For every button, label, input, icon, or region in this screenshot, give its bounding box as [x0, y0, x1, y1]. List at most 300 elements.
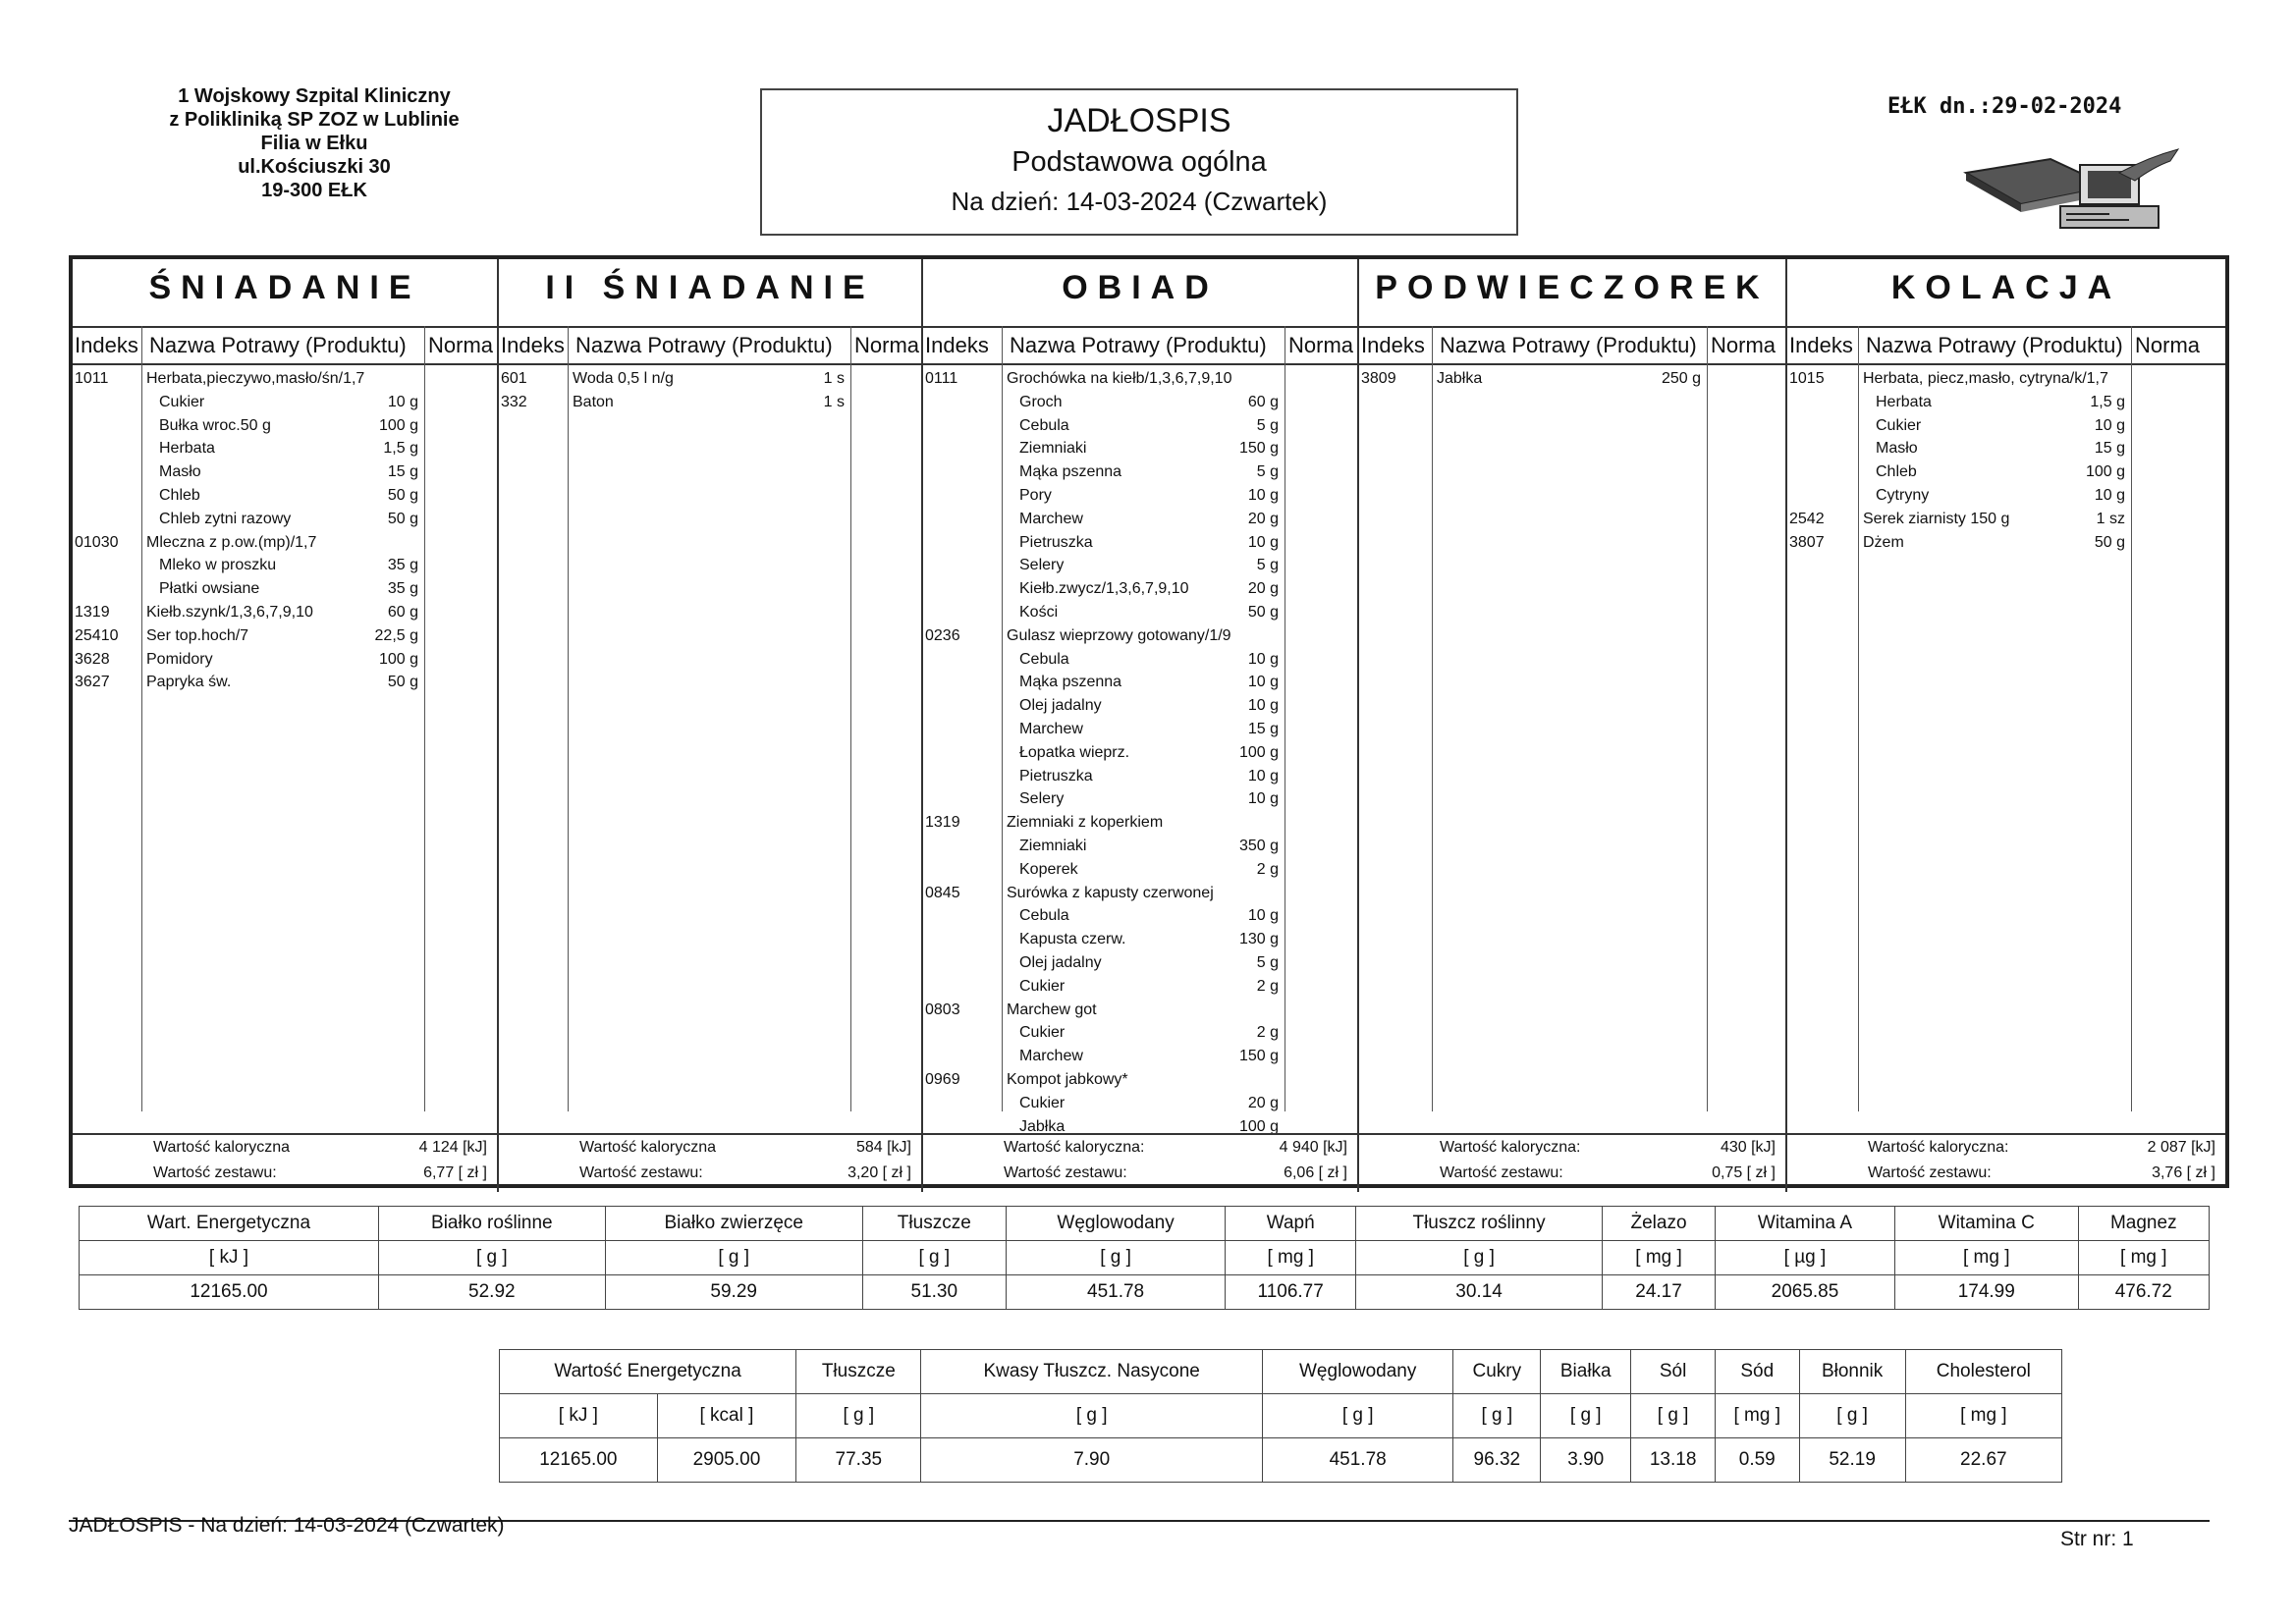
header-index: Indeks — [501, 333, 565, 357]
dish-norm: 1,5 g — [2090, 393, 2125, 410]
dish-row — [923, 951, 1359, 975]
column-headers — [499, 326, 921, 365]
summary-unit: [ g ] — [1631, 1394, 1716, 1438]
cost-value: 3,76 [ zł ] — [2152, 1164, 2215, 1181]
cost-value: 6,06 [ zł ] — [1284, 1164, 1347, 1181]
header-dish-name: Nazwa Potrawy (Produktu) — [575, 333, 833, 357]
kcal-value: 4 940 [kJ] — [1279, 1139, 1347, 1156]
nutrient-header: Białko zwierzęce — [605, 1207, 862, 1241]
totals-divider — [1787, 1133, 2225, 1135]
dish-index: 0111 — [925, 370, 958, 387]
dish-row — [1359, 367, 1787, 391]
nutrient-unit: [ mg ] — [1603, 1241, 1716, 1275]
dish-norm: 10 g — [1247, 533, 1279, 551]
meal-section — [923, 259, 1359, 1192]
meal-section — [1359, 259, 1787, 1192]
dish-name: Mąka pszenna — [1019, 463, 1122, 481]
dish-name: Kiełb.zwycz/1,3,6,7,9,10 — [1019, 580, 1189, 598]
summary-value: 96.32 — [1453, 1438, 1541, 1483]
dish-name: Pietruszka — [1019, 533, 1093, 551]
dish-name: Olej jadalny — [1019, 697, 1102, 715]
nutrient-unit: [ g ] — [1356, 1241, 1603, 1275]
dish-norm: 5 g — [1256, 416, 1279, 434]
column-divider — [1432, 326, 1433, 1111]
summary-unit: [ g ] — [921, 1394, 1263, 1438]
nutrients-table-daily — [79, 1206, 2210, 1310]
summary-value: 52.19 — [1799, 1438, 1905, 1483]
nutrient-unit: [ kJ ] — [80, 1241, 379, 1275]
summary-header: Wartość Energetyczna — [500, 1350, 796, 1394]
hospital-name-line1: 1 Wojskowy Szpital Kliniczny — [178, 85, 451, 107]
dish-norm: 10 g — [2094, 487, 2125, 504]
dish-norm: 60 g — [1247, 393, 1279, 410]
dish-row — [73, 601, 499, 624]
dish-name: Łopatka wieprz. — [1019, 743, 1130, 761]
cost-label: Wartość zestawu: — [579, 1164, 703, 1181]
kcal-label: Wartość kaloryczna — [579, 1139, 716, 1156]
nutrient-header: Tłuszcz roślinny — [1356, 1207, 1603, 1241]
nutrient-header: Białko roślinne — [378, 1207, 605, 1241]
dish-index: 25410 — [75, 626, 119, 644]
dish-row — [923, 835, 1359, 858]
dish-name: Cebula — [1019, 907, 1069, 925]
dish-norm: 20 g — [1247, 510, 1279, 527]
dish-norm: 5 g — [1256, 954, 1279, 971]
dish-row — [73, 577, 499, 601]
dish-index: 1319 — [925, 814, 960, 832]
dish-norm: 35 g — [387, 580, 418, 598]
cost-value: 0,75 [ zł ] — [1712, 1164, 1776, 1181]
dish-row — [73, 648, 499, 672]
dish-name: Marchew — [1019, 721, 1083, 737]
dish-norm: 10 g — [1247, 907, 1279, 925]
dish-index: 601 — [501, 370, 527, 387]
menu-date: Na dzień: 14-03-2024 (Czwartek) — [951, 187, 1328, 216]
dish-name: Chleb — [159, 487, 200, 504]
column-headers — [1359, 326, 1785, 365]
dish-row — [923, 367, 1359, 391]
dish-row — [923, 858, 1359, 882]
dish-name: Groch — [1019, 393, 1063, 410]
nutrient-unit: [ g ] — [1006, 1241, 1225, 1275]
summary-row-values — [500, 1438, 2062, 1483]
header-norm: Norma — [854, 333, 920, 357]
dish-name: Gulasz wieprzowy gotowany/1/9 — [1007, 626, 1231, 644]
kcal-label: Wartość kaloryczna — [153, 1139, 290, 1156]
nutrient-header: Wapń — [1226, 1207, 1356, 1241]
dish-row — [923, 414, 1359, 438]
dish-norm: 150 g — [1238, 1048, 1279, 1065]
dish-norm: 10 g — [2094, 416, 2125, 434]
meal-section — [1787, 259, 2225, 1192]
header-dish-name: Nazwa Potrawy (Produktu) — [149, 333, 407, 357]
dish-row — [923, 904, 1359, 928]
nutrient-header: Węglowodany — [1006, 1207, 1225, 1241]
dish-name: Jabłka — [1437, 370, 1483, 387]
dish-norm: 50 g — [1247, 604, 1279, 621]
cost-label: Wartość zestawu: — [1868, 1164, 1992, 1181]
dish-norm: 22,5 g — [374, 626, 418, 644]
summary-unit: [ kcal ] — [657, 1394, 795, 1438]
nutrient-value: 51.30 — [862, 1275, 1006, 1310]
nutrient-unit: [ µg ] — [1716, 1241, 1895, 1275]
nutrients-table-summary — [499, 1349, 2062, 1483]
summary-value: 13.18 — [1631, 1438, 1716, 1483]
dish-row — [923, 577, 1359, 601]
dish-row — [923, 484, 1359, 508]
summary-unit: [ g ] — [796, 1394, 921, 1438]
dish-row — [923, 928, 1359, 951]
page-title: JADŁOSPIS — [1047, 102, 1231, 139]
cost-label: Wartość zestawu: — [1004, 1164, 1127, 1181]
hospital-street: ul.Kościuszki 30 — [238, 156, 391, 178]
dish-norm: 100 g — [378, 650, 418, 668]
dish-norm: 10 g — [1247, 487, 1279, 504]
hospital-branch: Filia w Ełku — [260, 133, 368, 154]
dish-row — [73, 367, 499, 391]
hospital-city: 19-300 EŁK — [261, 180, 367, 201]
dish-name: Selery — [1019, 557, 1065, 574]
nutrients-row-headers — [80, 1207, 2210, 1241]
dish-row — [923, 1045, 1359, 1068]
summary-value: 22.67 — [1905, 1438, 2061, 1483]
summary-unit: [ mg ] — [1715, 1394, 1799, 1438]
dish-name: Pory — [1019, 487, 1052, 504]
column-divider — [850, 326, 851, 1111]
dish-name: Cukier — [1019, 1024, 1066, 1042]
dish-name: Dżem — [1863, 533, 1904, 551]
dish-index: 1319 — [75, 604, 110, 621]
cost-label: Wartość zestawu: — [153, 1164, 277, 1181]
summary-header: Cukry — [1453, 1350, 1541, 1394]
column-headers — [73, 326, 497, 365]
summary-header: Tłuszcze — [796, 1350, 921, 1394]
dish-name: Ziemniaki — [1019, 838, 1087, 854]
header-index: Indeks — [75, 333, 138, 357]
dish-row — [499, 391, 923, 414]
meal-title: KOLACJA — [1890, 269, 2122, 306]
dish-name: Marchew — [1019, 1048, 1083, 1065]
dish-name: Pietruszka — [1019, 767, 1093, 784]
summary-header: Cholesterol — [1905, 1350, 2061, 1394]
dish-name: Kiełb.szynk/1,3,6,7,9,10 — [146, 604, 313, 621]
header-dish-name: Nazwa Potrawy (Produktu) — [1440, 333, 1697, 357]
dish-row — [923, 460, 1359, 484]
dish-row — [923, 671, 1359, 694]
kcal-label: Wartość kaloryczna: — [1868, 1139, 2009, 1156]
dish-norm: 10 g — [1247, 650, 1279, 668]
summary-unit: [ mg ] — [1905, 1394, 2061, 1438]
dish-row — [73, 671, 499, 694]
dish-name: Marchew got — [1007, 1001, 1097, 1018]
nutrient-value: 1106.77 — [1226, 1275, 1356, 1310]
dish-name: Chleb — [1876, 463, 1917, 481]
totals-divider — [499, 1133, 921, 1135]
dish-norm: 100 g — [378, 416, 418, 434]
nutrient-value: 30.14 — [1356, 1275, 1603, 1310]
dish-name: Selery — [1019, 790, 1065, 808]
dish-norm: 5 g — [1256, 557, 1279, 574]
nutrient-value: 2065.85 — [1716, 1275, 1895, 1310]
dish-row — [1787, 437, 2225, 460]
dish-row — [73, 437, 499, 460]
nutrient-header: Tłuszcze — [862, 1207, 1006, 1241]
summary-value: 0.59 — [1715, 1438, 1799, 1483]
dish-index: 3627 — [75, 674, 110, 691]
header-dish-name: Nazwa Potrawy (Produktu) — [1866, 333, 2123, 357]
dish-row — [923, 718, 1359, 741]
summary-header: Błonnik — [1799, 1350, 1905, 1394]
dish-norm: 130 g — [1238, 931, 1279, 948]
nutrient-header: Witamina C — [1894, 1207, 2078, 1241]
dish-index: 3628 — [75, 650, 110, 668]
dish-name: Pomidory — [146, 650, 213, 668]
summary-value: 12165.00 — [500, 1438, 658, 1483]
dish-norm: 5 g — [1256, 463, 1279, 481]
summary-header: Kwasy Tłuszcz. Nasycone — [921, 1350, 1263, 1394]
dish-name: Cebula — [1019, 650, 1069, 668]
summary-unit: [ g ] — [1262, 1394, 1452, 1438]
dish-name: Herbata,pieczywo,masło/śn/1,7 — [146, 370, 365, 387]
dish-name: Herbata — [159, 440, 215, 458]
dish-row — [1787, 508, 2225, 531]
dish-name: Mleczna z p.ow.(mp)/1,7 — [146, 533, 317, 551]
dish-norm: 50 g — [387, 487, 418, 504]
dish-name: Cukier — [1876, 416, 1922, 434]
dish-row — [73, 531, 499, 555]
dish-row — [923, 648, 1359, 672]
dish-name: Olej jadalny — [1019, 954, 1102, 971]
dish-norm: 10 g — [1247, 674, 1279, 691]
dish-row — [499, 367, 923, 391]
dish-name: Jabłka — [1019, 1117, 1066, 1135]
column-headers — [923, 326, 1357, 365]
footer-text: JADŁOSPIS - Na dzień: 14-03-2024 (Czwartek) — [69, 1514, 505, 1537]
dish-norm: 15 g — [2094, 440, 2125, 458]
dish-row — [73, 391, 499, 414]
dish-row — [73, 484, 499, 508]
diet-name: Podstawowa ogólna — [1011, 146, 1267, 178]
kcal-value: 4 124 [kJ] — [418, 1139, 487, 1156]
dish-norm: 350 g — [1238, 838, 1279, 854]
dish-index: 1011 — [75, 370, 109, 387]
dish-name: Kości — [1019, 604, 1059, 621]
dish-norm: 2 g — [1256, 860, 1279, 878]
summary-value: 77.35 — [796, 1438, 921, 1483]
dish-norm: 35 g — [387, 557, 418, 574]
header-dish-name: Nazwa Potrawy (Produktu) — [1010, 333, 1267, 357]
dish-name: Masło — [159, 463, 201, 481]
header-norm: Norma — [1711, 333, 1777, 357]
dish-name: Kapusta czerw. — [1019, 931, 1126, 948]
dish-norm: 1,5 g — [383, 440, 418, 458]
totals-divider — [73, 1133, 497, 1135]
dish-row — [923, 694, 1359, 718]
dish-index: 0845 — [925, 884, 960, 901]
dish-name: Marchew — [1019, 510, 1083, 527]
dish-row — [923, 999, 1359, 1022]
page-number: Str nr: 1 — [2060, 1528, 2134, 1550]
summary-header: Sól — [1631, 1350, 1716, 1394]
dish-name: Woda 0,5 l n/g — [573, 370, 674, 387]
meal-section — [73, 259, 499, 1192]
nutrients-row-values — [80, 1275, 2210, 1310]
column-divider — [1707, 326, 1708, 1111]
meal-title: PODWIECZOREK — [1375, 269, 1770, 306]
summary-header: Białka — [1541, 1350, 1631, 1394]
dish-row — [73, 414, 499, 438]
nutrient-unit: [ g ] — [378, 1241, 605, 1275]
meal-section — [499, 259, 923, 1192]
dish-row — [1787, 367, 2225, 391]
dish-name: Cukier — [1019, 1094, 1066, 1111]
summary-unit: [ kJ ] — [500, 1394, 658, 1438]
dish-name: Kompot jabkowy* — [1007, 1071, 1128, 1088]
dish-name: Bułka wroc.50 g — [159, 416, 271, 434]
dish-row — [923, 741, 1359, 765]
kcal-value: 584 [kJ] — [855, 1139, 911, 1156]
dish-name: Cebula — [1019, 416, 1069, 434]
kcal-label: Wartość kaloryczna: — [1440, 1139, 1581, 1156]
dish-row — [923, 601, 1359, 624]
dish-norm: 100 g — [1238, 743, 1279, 761]
dish-row — [73, 624, 499, 648]
dish-norm: 1 s — [823, 393, 845, 410]
title-box — [760, 88, 1518, 236]
issue-date: EŁK dn.:29-02-2024 — [1887, 94, 2122, 119]
dish-index: 2542 — [1789, 510, 1825, 527]
dish-name: Koperek — [1019, 860, 1078, 878]
kcal-value: 2 087 [kJ] — [2147, 1139, 2215, 1156]
dish-index: 3809 — [1361, 370, 1396, 387]
cost-value: 3,20 [ zł ] — [847, 1164, 911, 1181]
meal-title: OBIAD — [1062, 269, 1219, 306]
summary-value: 451.78 — [1262, 1438, 1452, 1483]
dish-norm: 15 g — [387, 463, 418, 481]
nutrient-header: Witamina A — [1716, 1207, 1895, 1241]
dish-index: 3807 — [1789, 533, 1825, 551]
dish-norm: 250 g — [1661, 370, 1701, 387]
totals-divider — [923, 1133, 1357, 1135]
header-index: Indeks — [1789, 333, 1853, 357]
dish-row — [1787, 460, 2225, 484]
header-norm: Norma — [2135, 333, 2201, 357]
hospital-name-line2: z Polikliniką SP ZOZ w Lublinie — [169, 109, 460, 131]
dish-index: 0803 — [925, 1001, 960, 1018]
dish-norm: 20 g — [1247, 580, 1279, 598]
summary-value: 3.90 — [1541, 1438, 1631, 1483]
dish-row — [923, 1021, 1359, 1045]
menu-grid — [69, 255, 2229, 1188]
dish-name: Herbata — [1876, 393, 1932, 410]
nutrient-value: 24.17 — [1603, 1275, 1716, 1310]
dish-norm: 100 g — [1238, 1117, 1279, 1135]
dish-norm: 150 g — [1238, 440, 1279, 458]
nutrient-value: 12165.00 — [80, 1275, 379, 1310]
dish-norm: 2 g — [1256, 977, 1279, 995]
dish-row — [1787, 484, 2225, 508]
summary-header: Sód — [1715, 1350, 1799, 1394]
dish-row — [923, 391, 1359, 414]
summary-value: 2905.00 — [657, 1438, 795, 1483]
dish-norm: 50 g — [387, 510, 418, 527]
dish-row — [923, 437, 1359, 460]
nutrient-unit: [ mg ] — [2078, 1241, 2209, 1275]
column-divider — [568, 326, 569, 1111]
dish-norm: 2 g — [1256, 1024, 1279, 1042]
kcal-label: Wartość kaloryczna: — [1004, 1139, 1145, 1156]
dish-row — [1787, 531, 2225, 555]
nutrient-unit: [ mg ] — [1226, 1241, 1356, 1275]
dish-row — [73, 460, 499, 484]
dish-row — [923, 531, 1359, 555]
dish-row — [73, 508, 499, 531]
meal-title: II ŚNIADANIE — [545, 269, 875, 306]
dish-norm: 60 g — [387, 604, 418, 621]
kcal-value: 430 [kJ] — [1720, 1139, 1776, 1156]
dish-index: 332 — [501, 393, 527, 410]
nutrient-unit: [ g ] — [605, 1241, 862, 1275]
dish-index: 0236 — [925, 626, 960, 644]
header-index: Indeks — [925, 333, 989, 357]
summary-row-headers — [500, 1350, 2062, 1394]
nutrient-value: 451.78 — [1006, 1275, 1225, 1310]
dish-name: Mąka pszenna — [1019, 674, 1122, 691]
cost-label: Wartość zestawu: — [1440, 1164, 1563, 1181]
dish-name: Ziemniaki z koperkiem — [1007, 814, 1164, 832]
header-norm: Norma — [1288, 333, 1354, 357]
nutrients-row-units — [80, 1241, 2210, 1275]
dish-norm: 10 g — [387, 393, 418, 410]
nutrient-header: Wart. Energetyczna — [80, 1207, 379, 1241]
dish-name: Baton — [573, 393, 614, 410]
dish-row — [923, 554, 1359, 577]
dish-row — [1787, 414, 2225, 438]
column-headers — [1787, 326, 2225, 365]
nutrient-value: 476.72 — [2078, 1275, 2209, 1310]
summary-value: 7.90 — [921, 1438, 1263, 1483]
computer-book-icon — [1962, 137, 2188, 236]
dish-norm: 15 g — [1247, 721, 1279, 737]
meal-title: ŚNIADANIE — [148, 269, 421, 306]
dish-row — [923, 811, 1359, 835]
hospital-header — [118, 84, 511, 202]
dish-name: Cukier — [159, 393, 205, 410]
dish-row — [923, 787, 1359, 811]
nutrient-header: Żelazo — [1603, 1207, 1716, 1241]
dish-norm: 1 s — [823, 370, 845, 387]
dish-name: Grochówka na kiełb/1,3,6,7,9,10 — [1007, 370, 1232, 387]
dish-row — [923, 1092, 1359, 1115]
nutrient-value: 52.92 — [378, 1275, 605, 1310]
header-norm: Norma — [428, 333, 494, 357]
nutrient-value: 174.99 — [1894, 1275, 2078, 1310]
dish-row — [923, 765, 1359, 788]
header-index: Indeks — [1361, 333, 1425, 357]
dish-name: Serek ziarnisty 150 g — [1863, 510, 2010, 527]
dish-row — [923, 508, 1359, 531]
summary-row-units — [500, 1394, 2062, 1438]
summary-unit: [ g ] — [1799, 1394, 1905, 1438]
dish-norm: 100 g — [2085, 463, 2125, 481]
dish-name: Cukier — [1019, 977, 1066, 995]
dish-row — [923, 882, 1359, 905]
dish-name: Surówka z kapusty czerwonej — [1007, 884, 1214, 901]
nutrient-value: 59.29 — [605, 1275, 862, 1310]
dish-name: Chleb zytni razowy — [159, 510, 292, 527]
dish-index: 01030 — [75, 533, 119, 551]
dish-row — [923, 1068, 1359, 1092]
